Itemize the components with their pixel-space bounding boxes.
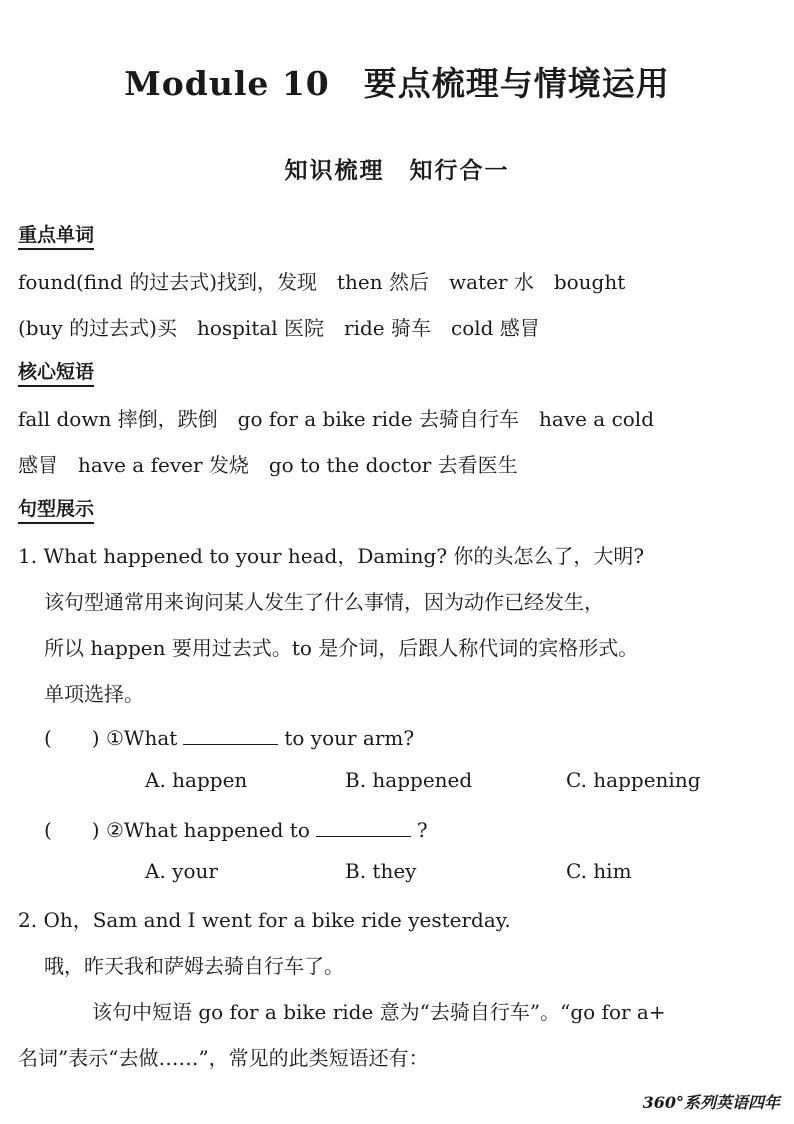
q1-option-a: A. happen (145, 768, 248, 792)
sentence-1-example: 1. What happened to your head，Daming? 你的头怎么了，大明? (18, 544, 645, 568)
sentence-2-translation: 哦，昨天我和萨姆去骑自行车了。 (44, 954, 344, 978)
q2-option-b: B. they (345, 859, 417, 883)
question-1-stem: ①What (106, 726, 178, 750)
q2-option-c: C. him (566, 859, 632, 883)
sentence-1-explain-2: 所以 happen 要用过去式。to 是介词，后跟人称代词的宾格形式。 (44, 636, 639, 660)
section-heading-sentences: 句型展示 (18, 494, 94, 524)
page-title: Module 10 要点梳理与情境运用 (124, 64, 670, 103)
question-1 (44, 722, 414, 751)
sentence-1-explain-1: 该句型通常用来询问某人发生了什么事情，因为动作已经发生， (44, 590, 604, 614)
answer-paren-1[interactable]: ( ) (44, 726, 100, 750)
q1-option-b: B. happened (345, 768, 473, 792)
answer-paren-2[interactable]: ( ) (44, 818, 100, 842)
answer-blank-1[interactable] (183, 726, 278, 745)
q1-option-c: C. happening (566, 768, 701, 792)
page-footer: 360°系列英语四年 (642, 1093, 780, 1112)
section-heading-phrases: 核心短语 (18, 357, 94, 387)
sentence-2-example: 2. Oh，Sam and I went for a bike ride yesterday. (18, 908, 511, 932)
page-subtitle: 知识梳理 知行合一 (284, 157, 510, 184)
question-1-stem-end: to your arm? (284, 726, 415, 750)
sentence-2-explain-2: 名词”表示“去做……”，常见的此类短语还有： (18, 1046, 429, 1070)
words-line-1: found(find 的过去式)找到，发现 then 然后 water 水 bought (18, 270, 626, 294)
phrases-line-1: fall down 摔倒，跌倒 go for a bike ride 去骑自行车 have a cold (18, 407, 655, 431)
q2-option-a: A. your (145, 859, 218, 883)
question-2-stem: ②What happened to (106, 818, 310, 842)
words-line-2: (buy 的过去式)买 hospital 医院 ride 骑车 cold 感冒 (18, 316, 540, 340)
answer-blank-2[interactable] (316, 818, 411, 837)
phrases-line-2: 感冒 have a fever 发烧 go to the doctor 去看医生 (18, 453, 518, 477)
sentence-1-instruction: 单项选择。 (44, 682, 144, 706)
section-heading-words: 重点单词 (18, 220, 94, 250)
question-2-stem-end: ? (416, 818, 428, 842)
sentence-2-explain-1: 该句中短语 go for a bike ride 意为“去骑自行车”。“go for a+ (92, 1000, 666, 1024)
question-2 (44, 814, 428, 843)
